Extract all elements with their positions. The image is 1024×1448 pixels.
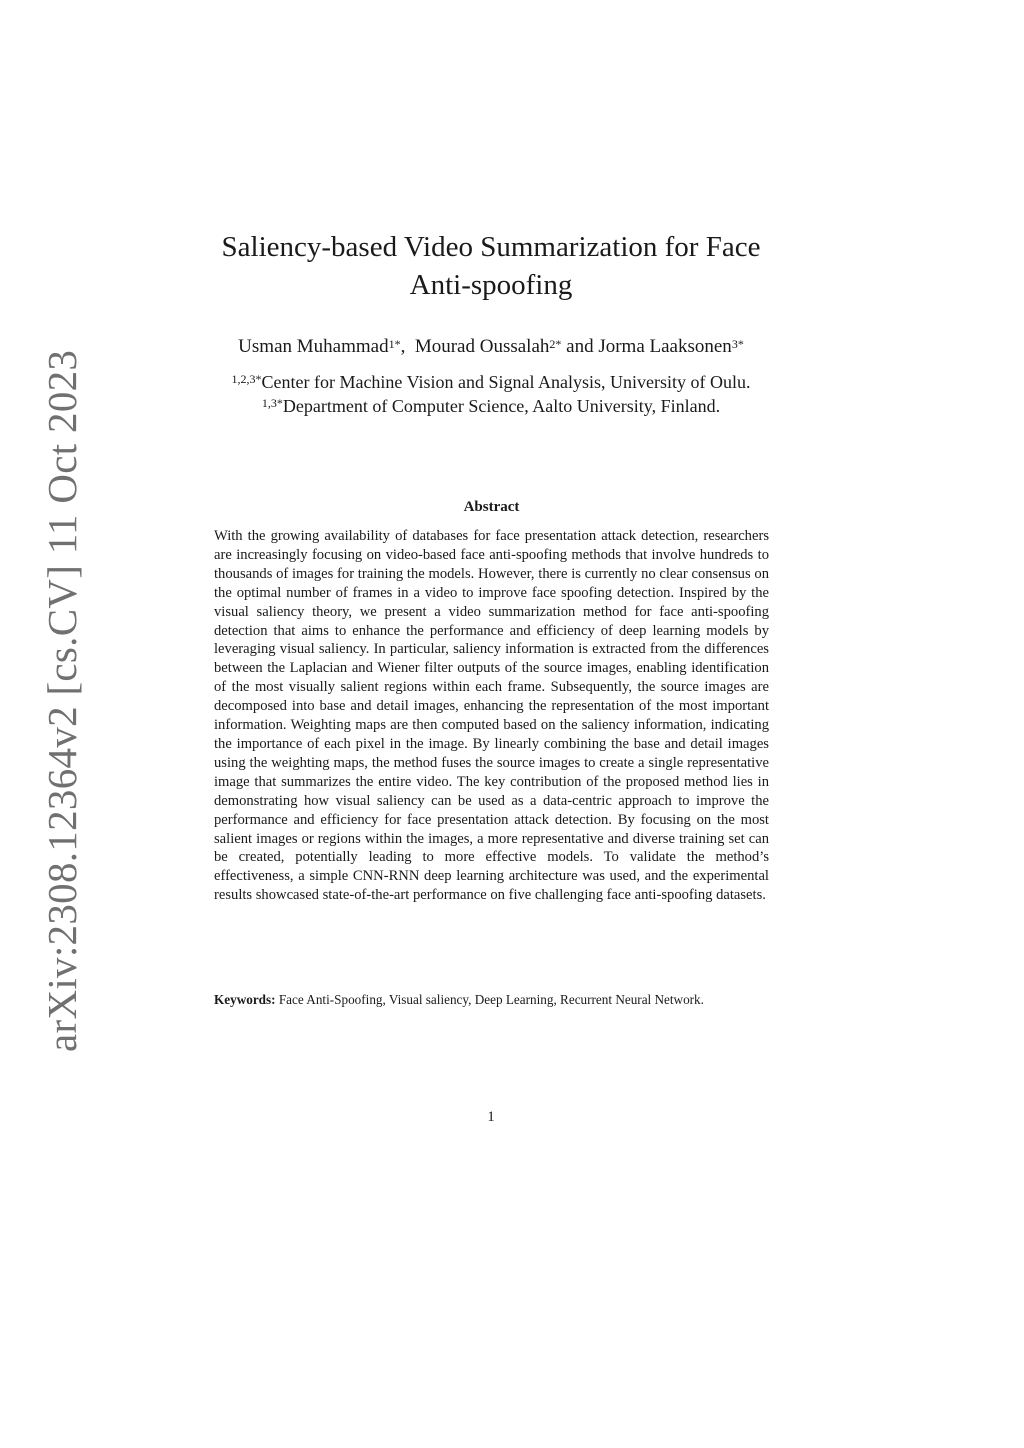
affiliation-text: Center for Machine Vision and Signal Analysis, University of Oulu. xyxy=(261,372,751,392)
arxiv-stamp xyxy=(20,0,100,1448)
author-separator: and xyxy=(561,336,599,357)
affiliation-mark: 1,3* xyxy=(261,396,283,410)
author-name: Mourad Oussalah xyxy=(414,336,550,357)
abstract-heading: Abstract xyxy=(463,499,520,515)
keywords xyxy=(214,992,769,1009)
page-number: 1 xyxy=(487,1109,495,1125)
author-name: Usman Muhammad xyxy=(238,336,389,357)
affiliation xyxy=(150,371,832,393)
affiliation xyxy=(150,395,832,417)
author-separator: , xyxy=(400,336,415,357)
author-list xyxy=(150,335,832,359)
abstract-body: With the growing availability of databases for face presentation attack detection, researchers are increasingly focusing on video-based face anti-spoofing methods that involve hundreds to thousands of images for training the models. However, there is currently no clear consensus on the optimal number of frames in a video to improve face spoofing detection. Inspired by the visual saliency theory, we present a video summarization method for face anti-spoofing detection that aims to enhance the performance and efficiency of deep learning models by leveraging visual saliency. In particular, saliency information is extracted from the differences between the Laplacian and Wiener filter outputs of the source images, enabling identification of the most visually salient regions within each frame. Subsequently, the source images are decomposed into base and detail images, enhancing the representation of the most important information. Weighting maps are then computed based on the saliency information, indicating the importance of each pixel in the image. By linearly combining the base and detail images using the weighting maps, the method fuses the source images to create a single representative image that summarizes the entire video. The key contribution of the proposed method lies in demonstrating how visual saliency can be used as a data-centric approach to improve the performance and efficiency for face presentation attack detection. By focusing on the most salient images or regions within the images, a more representative and diverse training set can be created, potentially leading to more effective models. To validate the method’s effectiveness, a simple CNN-RNN deep learning architecture was used, and the experimental results showcased state-of-the-art performance on five challenging face anti-spoofing datasets. xyxy=(214,528,769,904)
author-affiliation-mark: 1* xyxy=(388,337,401,351)
affiliation-text: Department of Computer Science, Aalto University, Finland. xyxy=(282,396,721,416)
title-line-2: Anti-spoofing xyxy=(409,269,573,301)
keywords-text: Face Anti-Spoofing, Visual saliency, Deep Learning, Recurrent Neural Network. xyxy=(278,992,704,1007)
arxiv-identifier: arXiv:2308.12364v2 [cs.CV] 11 Oct 2023 xyxy=(39,349,85,1052)
keywords-label: Keywords: xyxy=(214,992,276,1007)
title-line-1: Saliency-based Video Summarization for Face xyxy=(221,231,761,263)
affiliation-mark: 1,2,3* xyxy=(231,372,262,386)
paper-title xyxy=(190,228,792,304)
author-affiliation-mark: 2* xyxy=(549,337,562,351)
author-affiliation-mark: 3* xyxy=(731,337,744,351)
author-name: Jorma Laaksonen xyxy=(598,336,732,357)
